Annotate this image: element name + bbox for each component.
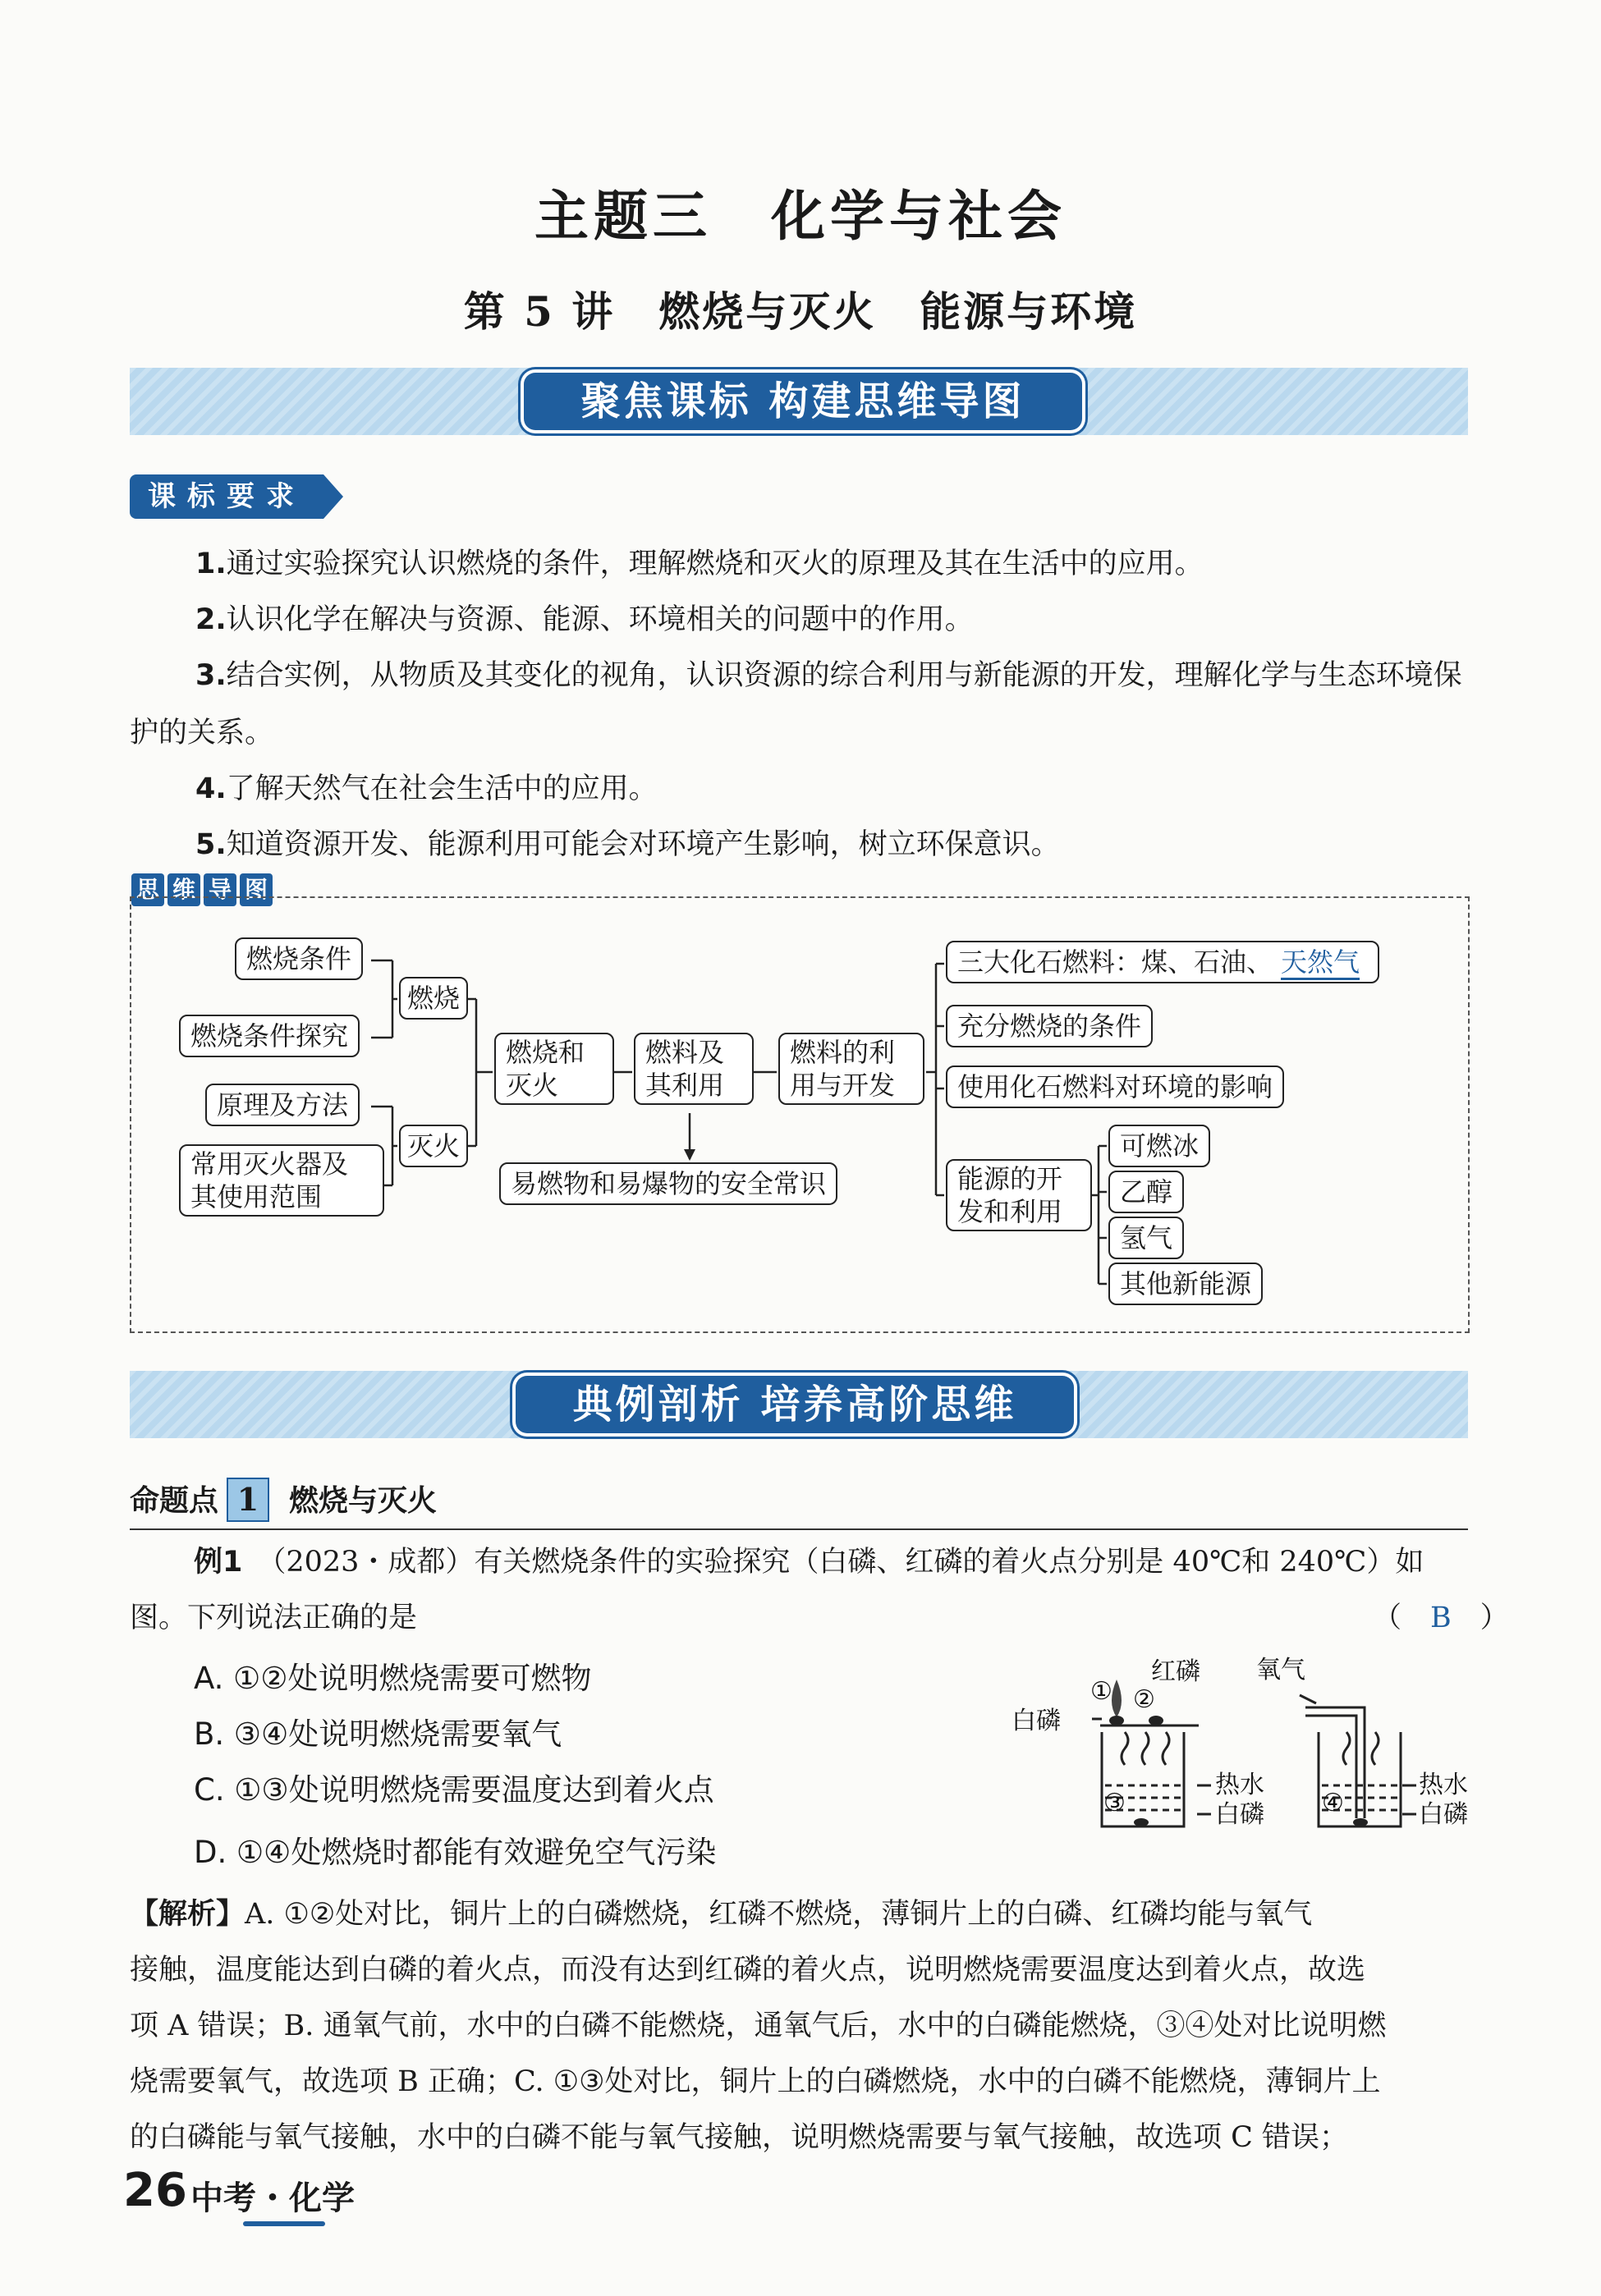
- label-white-p-1: 白磷: [1215, 1800, 1264, 1829]
- node-other-energy: 其他新能源: [1108, 1263, 1263, 1305]
- node-extinguisher: 常用灭火器及其使用范围: [179, 1144, 384, 1217]
- node-fossil-fuels: 三大化石燃料：煤、石油、 天然气: [946, 941, 1379, 983]
- node-full-burn: 充分燃烧的条件: [946, 1005, 1153, 1047]
- node-burn: 燃烧: [399, 977, 468, 1020]
- label-hot-water-2: 热水: [1419, 1771, 1468, 1799]
- label-white-p-2: 白磷: [1419, 1800, 1468, 1829]
- topic-number: 1: [227, 1478, 269, 1522]
- curriculum-item-3: 3.结合实例，从物质及其变化的视角，认识资源的综合利用与新能源的开发，理解化学与生态环境保护的关系。: [130, 659, 1462, 749]
- label-oxygen: 氧气: [1256, 1656, 1305, 1684]
- label-c4: ④: [1322, 1789, 1344, 1817]
- example-stem-line1: 例1 （2023・成都）有关燃烧条件的实验探究（白磷、红磷的着火点分别是 40℃和 240℃）如: [194, 1546, 1424, 1579]
- node-principle: 原理及方法: [205, 1084, 360, 1126]
- node-burn-explore: 燃烧条件探究: [179, 1015, 360, 1057]
- footer-accent: [243, 2221, 325, 2226]
- mindmap-tag: 思 维 导 图: [131, 873, 276, 906]
- node-fuel-dev: 燃料的利用与开发: [778, 1033, 924, 1105]
- section-banner-1-label: 聚焦课标 构建思维导图: [524, 373, 1082, 430]
- topic-heading: 命题点 1 燃烧与灭火: [130, 1478, 437, 1522]
- node-fire-out: 灭火: [399, 1125, 468, 1167]
- page-number: 26: [123, 2164, 187, 2217]
- label-c3: ③: [1103, 1789, 1126, 1817]
- node-burn-condition: 燃烧条件: [235, 937, 363, 980]
- curriculum-item-4: 4.了解天然气在社会生活中的应用。: [195, 772, 658, 805]
- analysis-line-4: 烧需要氧气，故选项 B 正确；C. ①③处对比，铜片上的白磷燃烧，水中的白磷不能燃烧，薄铜片上: [130, 2065, 1381, 2098]
- label-white-p: 白磷: [1012, 1707, 1061, 1735]
- section-banner-2-label: 典例剖析 培养高阶思维: [516, 1376, 1074, 1433]
- analysis-line-2: 接触，温度能达到白磷的着火点，而没有达到红磷的着火点，说明燃烧需要温度达到着火点，故选: [130, 1954, 1366, 1987]
- label-c1: ①: [1090, 1677, 1112, 1706]
- book-name: 中考・化学: [190, 2179, 355, 2217]
- option-c: C. ①③处说明燃烧需要温度达到着火点: [194, 1772, 714, 1808]
- node-fuel-use: 燃料及其利用: [634, 1033, 754, 1105]
- analysis-line-5: 的白磷能与氧气接触，水中的白磷不能与氧气接触，说明燃烧需要与氧气接触，故选项 C 错误；: [130, 2121, 1349, 2154]
- analysis-line-3: 项 A 错误；B. 通氧气前，水中的白磷不能燃烧，通氧气后，水中的白磷能燃烧，③④处对比说明燃: [130, 2010, 1387, 2042]
- option-d: D. ①④处燃烧时都能有效避免空气污染: [194, 1835, 717, 1870]
- curriculum-tag: 课标要求: [130, 474, 323, 519]
- node-env-impact: 使用化石燃料对环境的影响: [946, 1066, 1284, 1108]
- analysis-label: 【解析】: [130, 1898, 245, 1931]
- node-ethanol: 乙醇: [1108, 1171, 1184, 1213]
- experiment-figure: [1010, 1650, 1478, 1839]
- node-combustible-ice: 可燃冰: [1108, 1125, 1210, 1167]
- node-energy-dev: 能源的开发和利用: [946, 1159, 1092, 1231]
- node-safety: 易燃物和易爆物的安全常识: [499, 1162, 837, 1205]
- label-hot-water-1: 热水: [1215, 1771, 1264, 1799]
- section-banner-2: [130, 1371, 1468, 1438]
- analysis-line-1: A. ①②处对比，铜片上的白磷燃烧，红磷不燃烧，薄铜片上的白磷、红磷均能与氧气: [245, 1898, 1313, 1931]
- curriculum-item-5: 5.知道资源开发、能源利用可能会对环境产生影响，树立环保意识。: [195, 828, 1060, 861]
- mindmap-frame: [130, 896, 1470, 1333]
- topic-underline: [130, 1528, 1468, 1530]
- option-a: A. ①②处说明燃烧需要可燃物: [194, 1661, 592, 1696]
- curriculum-item-2: 2.认识化学在解决与资源、能源、环境相关的问题中的作用。: [195, 603, 974, 636]
- page-title: 主题三 化学与社会: [534, 184, 1067, 248]
- node-burn-and-out: 燃烧和灭火: [494, 1033, 614, 1105]
- curriculum-item-1: 1.通过实验探究认识燃烧的条件，理解燃烧和灭火的原理及其在生活中的应用。: [195, 548, 1204, 580]
- node-hydrogen: 氢气: [1108, 1217, 1184, 1259]
- fossil-answer: 天然气: [1281, 946, 1360, 978]
- label-red-p: 红磷: [1151, 1657, 1200, 1686]
- option-b: B. ③④处说明燃烧需要氧气: [194, 1716, 562, 1752]
- example-stem-line2: 图。下列说法正确的是: [130, 1602, 418, 1634]
- lesson-subtitle: 第 5 讲 燃烧与灭火 能源与环境: [463, 287, 1138, 336]
- analysis-block: [130, 1886, 1476, 2165]
- example-answer: （ B ）: [1373, 1602, 1509, 1634]
- section-banner-1: [130, 368, 1468, 435]
- label-c2: ②: [1133, 1685, 1155, 1714]
